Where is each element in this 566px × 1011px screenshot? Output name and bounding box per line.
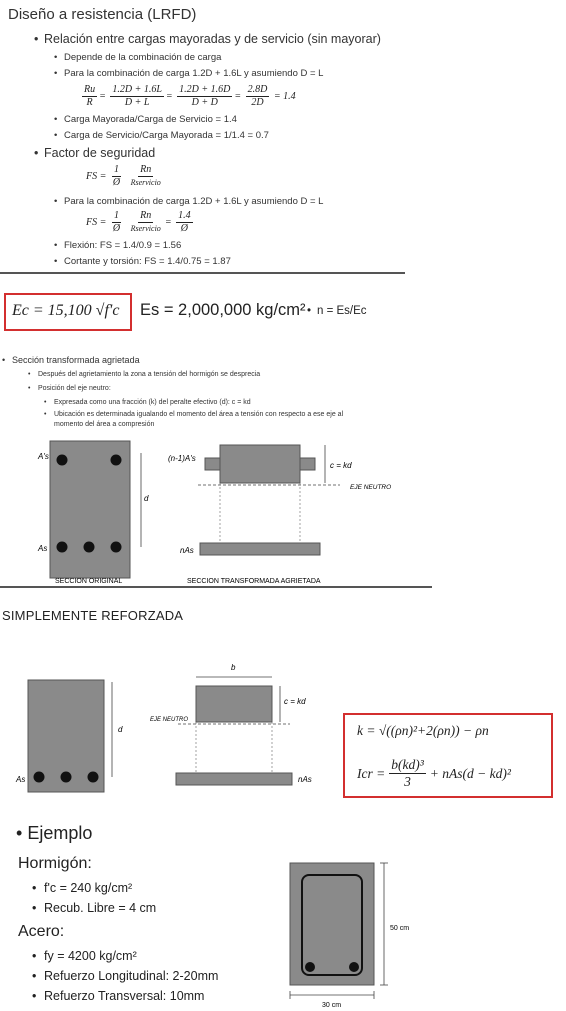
bar-1 [34,772,45,783]
sub-cortante: • Cortante y torsión: FS = 1.4/0.75 = 1.87 [64,256,231,267]
k-equation: k = √((ρn)²+2(ρn)) − ρn [357,723,489,738]
compression-block [220,445,300,483]
fc-value: • f'c = 240 kg/cm² [44,881,132,895]
caption-transformada: SECCION TRANSFORMADA AGRIETADA [187,578,321,585]
label-as-bottom: As [38,544,48,553]
icr-equation: Icr = $\frac{\text{b(kd)³}}{3}$ + nAs(d − kd)² [357,757,511,789]
sub-posicion-eje: • Posición del eje neutro: [38,385,111,392]
label-ckd: c = kd [284,697,306,706]
sub-flexion: • Flexión: FS = 1.4/0.9 = 1.56 [64,240,181,251]
ejemplo-heading: • Ejemplo [16,823,93,843]
fs-equation-1: FS = $\frac{1}{Ø}$ $\frac{Rn}{\text{Rservicio}}$ [86,164,161,188]
bar-3 [88,772,99,783]
fy-value: • fy = 4200 kg/cm² [44,949,137,963]
subsub-fraccion: • Expresada como una fracción (k) del peralte efectivo (d): c = kd [54,399,251,406]
bottom-bar-3 [111,542,122,553]
label-n1as: (n-1)A's [168,454,196,463]
bullet-seccion-transformada: • Sección transformada agrietada [12,355,140,365]
transformed-steel [200,543,320,555]
hormigon-heading: Hormigón: [18,855,92,872]
label-eje-neutro: EJE NEUTRO [350,484,392,491]
simply-reinforced-title: SIMPLEMENTE REFORZADA [2,608,184,623]
label-ckd: c = kd [330,461,352,470]
label-b: b [231,663,236,672]
bar-right [349,962,359,972]
example-beam-diagram [280,805,480,1011]
label-nas: nAs [180,546,194,555]
top-bar-right [111,455,122,466]
lrfd-slide [0,0,566,275]
bar-left [305,962,315,972]
divider-1 [0,272,405,274]
sub-agrietamiento: • Después del agrietamiento la zona a tensión del hormigón se desprecia [38,371,260,378]
steel-right-ext [300,458,315,470]
sub-depende: • Depende de la combinación de carga [64,52,221,63]
example-slide [0,805,566,1011]
acero-heading: Acero: [18,923,65,940]
label-as-top: A's [38,452,49,461]
label-eje-neutro: EJE NEUTRO [150,717,189,723]
sub-combinacion: • Para la combinación de carga 1.2D + 1.6L y asumiendo D = L [64,68,323,79]
recubrimiento-value: • Recub. Libre = 4 cm [44,901,156,915]
refuerzo-transversal: • Refuerzo Transversal: 10mm [44,989,204,1003]
bullet-relacion: • Relación entre cargas mayoradas y de servicio (sin mayorar) [44,32,381,46]
label-nas: nAs [298,775,312,784]
sub-combinacion-2: • Para la combinación de carga 1.2D + 1.6L y asumiendo D = L [64,196,323,207]
caption-original: SECCION ORIGINAL [55,578,123,585]
refuerzo-longitudinal: • Refuerzo Longitudinal: 2-20mm [44,969,218,983]
ratio-equation: $\frac{Ru}{R}$ = $\frac{1.2D + 1.6L}{D + L}$ = $\frac{1.2D + 1.6D}{D + D}$ = $\frac{2.8D}{2D}$ = 1.4 [84,84,296,108]
dim-width: 30 cm [322,1002,342,1009]
bottom-bar-1 [57,542,68,553]
subsub-ubicacion-cont: momento del área a compresión [54,421,155,428]
ec-formula-box [4,293,132,331]
divider-2 [0,586,432,588]
subsub-ubicacion: • Ubicación es determinada igualando el momento del área a tensión con respecto a ese eje al [54,411,343,418]
fs-equation-2: FS = $\frac{1}{Ø}$ $\frac{Rn}{\text{Rservicio}}$ = $\frac{1.4}{Ø}$ [86,210,191,234]
ec-formula: Ec = 15,100 √f'c [12,302,120,319]
lrfd-title: Diseño a resistencia (LRFD) [8,6,197,23]
sub-servicio-mayorada: • Carga de Servicio/Carga Mayorada = 1/1.4 = 0.7 [64,130,269,141]
bullet-factor-seguridad: • Factor de seguridad [44,146,155,160]
transformed-section-diagram [0,423,566,593]
bar-2 [61,772,72,783]
bottom-bar-2 [84,542,95,553]
steel-left-ext [205,458,220,470]
es-value: Es = 2,000,000 kg/cm² [140,301,306,319]
transformed-steel [176,773,292,785]
dim-height: 50 cm [390,925,410,932]
simply-reinforced-slide [0,590,566,805]
top-bar-left [57,455,68,466]
k-icr-equation-box [343,713,553,798]
transformed-section-slide [0,275,566,590]
label-d: d [118,725,123,734]
sub-mayorada-servicio: • Carga Mayorada/Carga de Servicio = 1.4 [64,114,237,125]
n-ratio: • n = Es/Ec [317,305,367,317]
compression-block [196,686,272,722]
label-d: d [144,494,149,503]
label-as: As [16,775,26,784]
